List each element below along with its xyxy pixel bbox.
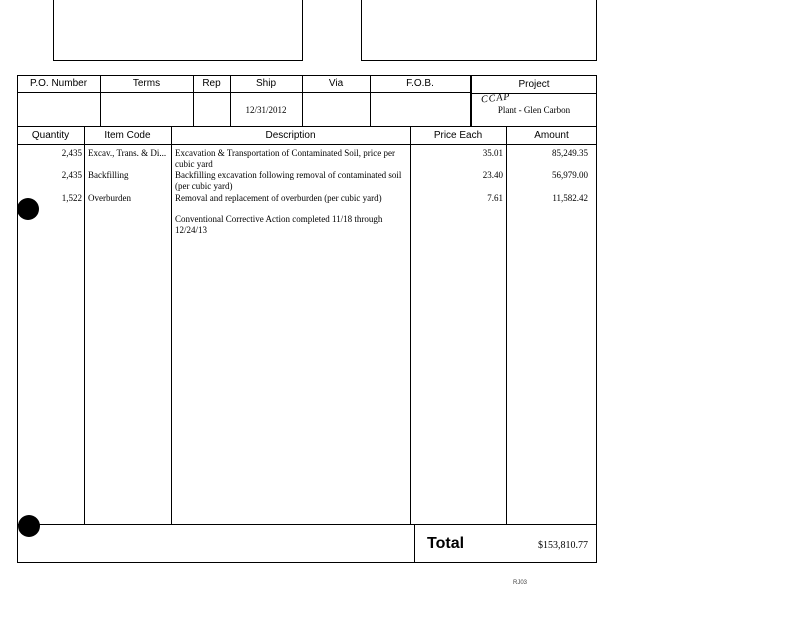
project-header: Project <box>518 79 550 90</box>
project-handwritten: CCAP <box>480 91 512 106</box>
row1-amount: 85,249.35 <box>552 148 588 158</box>
project-name: Plant - Glen Carbon <box>497 105 571 115</box>
ship-header: Ship <box>255 78 276 89</box>
quantity-header: Quantity <box>31 130 70 141</box>
page-footer: RJ03 <box>513 580 528 586</box>
po-number-header: P.O. Number <box>29 78 88 89</box>
row2-item-code: Backfilling <box>88 170 129 180</box>
total-value: $153,810.77 <box>538 540 588 551</box>
price-each-header: Price Each <box>433 130 483 141</box>
row1-description: Excavation & Transportation of Contaminated Soil, price per cubic yard <box>175 148 395 169</box>
row3-quantity: 1,522 <box>61 193 82 203</box>
row2-quantity: 2,435 <box>61 170 82 180</box>
punch-hole-top <box>17 198 39 220</box>
total-label: Total <box>427 535 465 552</box>
fob-header: F.O.B. <box>406 78 434 89</box>
terms-header: Terms <box>132 78 161 89</box>
row1-price: 35.01 <box>482 148 503 158</box>
description-header: Description <box>265 130 316 141</box>
amount-header: Amount <box>534 130 569 141</box>
rep-header: Rep <box>202 78 221 89</box>
via-header: Via <box>328 78 344 89</box>
row1-item-code: Excav., Trans. & Di... <box>88 148 167 158</box>
punch-hole-bottom <box>18 515 40 537</box>
ship-date: 12/31/2012 <box>245 105 287 115</box>
row2-amount: 56,979.00 <box>552 170 588 180</box>
row2-description: Backfilling excavation following removal of contaminated soil (per cubic yard) <box>175 170 402 191</box>
bill-to-box <box>53 0 303 61</box>
row2-price: 23.40 <box>482 170 503 180</box>
completion-note: Conventional Corrective Action completed 11/18 through 12/24/13 <box>175 214 383 235</box>
row3-amount: 11,582.42 <box>552 193 588 203</box>
row1-quantity: 2,435 <box>61 148 82 158</box>
item-code-header: Item Code <box>104 130 151 141</box>
row3-description: Removal and replacement of overburden (per cubic yard) <box>175 193 382 203</box>
ship-to-box <box>361 0 597 61</box>
row3-item-code: Overburden <box>88 193 131 203</box>
row3-price: 7.61 <box>487 193 503 203</box>
